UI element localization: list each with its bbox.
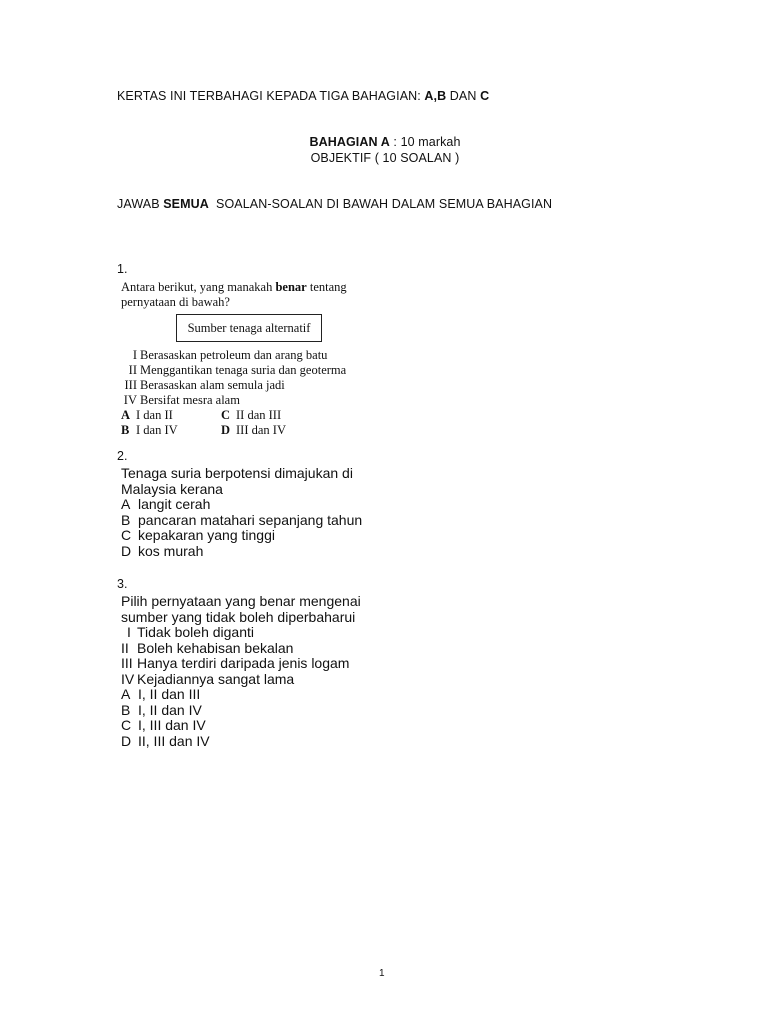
- statement-item: III Berasaskan alam semula jadi: [124, 378, 285, 392]
- question-stem-line: Pilih pernyataan yang benar mengenai: [121, 593, 361, 609]
- question-1-block: [121, 280, 371, 435]
- question-number: 3.: [117, 577, 128, 591]
- answer-option: D II, III dan IV: [121, 732, 210, 749]
- statement-item: IV Kejadiannya sangat lama: [121, 670, 295, 687]
- answer-option: A I, II dan III: [121, 686, 201, 702]
- answer-option: B I, II dan IV: [121, 701, 202, 718]
- answer-option: A I dan II: [121, 408, 173, 422]
- statement-item: II Menggantikan tenaga suria dan geoterma: [128, 363, 347, 377]
- question-stem-line: Malaysia kerana: [121, 480, 223, 497]
- statement-item: I Tidak boleh diganti: [127, 624, 255, 640]
- answer-option: D kos murah: [121, 542, 204, 559]
- answer-option: C kepakaran yang tinggi: [121, 527, 275, 543]
- question-stem: Antara berikut, yang manakah benar tentang pernyataan di bawah?: [121, 280, 347, 309]
- answer-option: C I, III dan IV: [121, 717, 206, 733]
- answer-option: C II dan III: [221, 408, 282, 422]
- statement-box: Sumber tenaga alternatif: [176, 314, 322, 342]
- paper-division-note: KERTAS INI TERBAHAGI KEPADA TIGA BAHAGIAN: A,B DAN C: [117, 89, 490, 103]
- question-2-block: [121, 466, 362, 559]
- section-type: OBJEKTIF ( 10 SOALAN ): [310, 151, 460, 165]
- statement-item: I Berasaskan petroleum dan arang batu: [132, 348, 328, 362]
- question-number: 2.: [117, 449, 128, 463]
- section-heading: BAHAGIAN A : 10 markah: [309, 135, 461, 149]
- answer-option: B pancaran matahari sepanjang tahun: [121, 511, 363, 528]
- statement-item: IV Bersifat mesra alam: [123, 393, 240, 407]
- page-number: 1: [379, 968, 385, 979]
- question-number: 1.: [117, 262, 128, 276]
- answer-option: A langit cerah: [121, 496, 211, 512]
- instructions: JAWAB SEMUA SOALAN-SOALAN DI BAWAH DALAM SEMUA BAHAGIAN: [117, 197, 553, 211]
- answer-option: D III dan IV: [221, 423, 286, 437]
- question-stem-line: Tenaga suria berpotensi dimajukan di: [121, 465, 353, 481]
- question-stem-line: sumber yang tidak boleh diperbaharui: [121, 608, 356, 625]
- statement-item: II Boleh kehabisan bekalan: [121, 639, 294, 656]
- answer-option: B I dan IV: [121, 423, 178, 437]
- question-3-block: [121, 594, 361, 749]
- statement-item: III Hanya terdiri daripada jenis logam: [121, 655, 350, 671]
